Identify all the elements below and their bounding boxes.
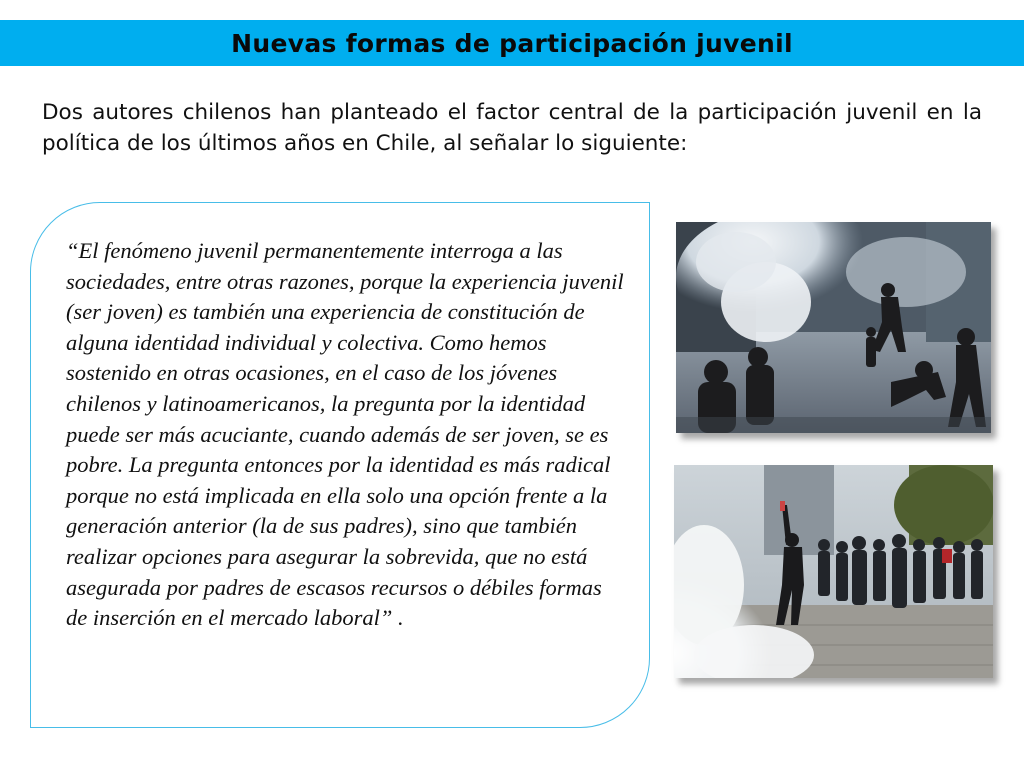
slide-title: Nuevas formas de participación juvenil xyxy=(231,28,793,58)
quote-text: “El fenómeno juvenil permanentemente interroga a las sociedades, entre otras razones, porque la experiencia juvenil (ser joven) es también una experiencia de constitución de alguna identidad individual y colectiva. Como hemos sostenido en otras ocasiones, en el caso de los jóvenes chilenos y latinoamericanos, la pregunta por la identidad puede ser más acuciante, cuando además de ser joven, se es pobre. La pregunta entonces por la identidad es más radical porque no está implicada en ella solo una opción frente a la generación anterior (la de sus padres), sino que también realizar opciones para asegurar la sobrevida, que no está asegurada por padres de escasos recursos o débiles formas de inserción en el mercado laboral” . xyxy=(66,238,624,631)
protest-photo-bottom xyxy=(674,465,993,678)
protest-photo-top-image xyxy=(676,222,991,433)
protest-photo-bottom-image xyxy=(674,465,993,678)
protest-photo-top xyxy=(676,222,991,433)
title-bar xyxy=(0,20,1024,66)
intro-paragraph: Dos autores chilenos han planteado el factor central de la participación juvenil en la política de los últimos años en Chile, al señalar lo siguiente: xyxy=(42,100,982,156)
